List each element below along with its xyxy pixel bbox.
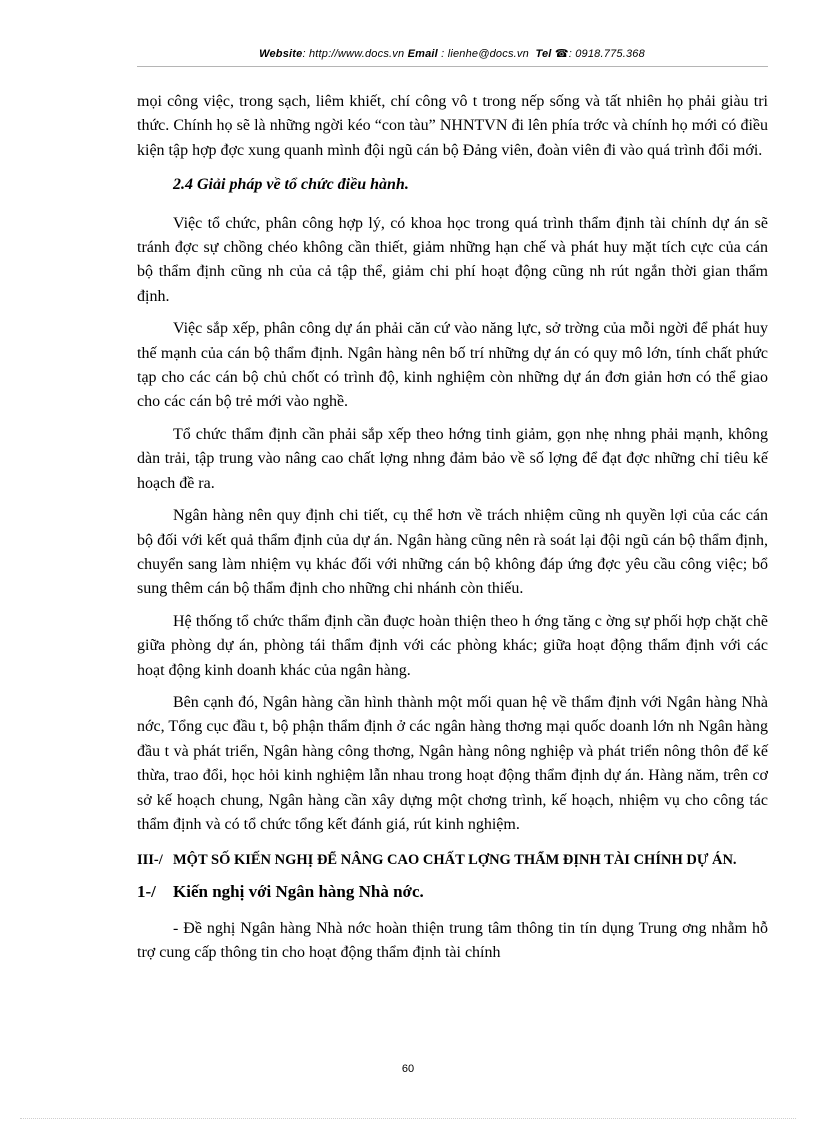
subsection-heading-1 <box>137 880 768 904</box>
website-url: : http://www.docs.vn <box>302 48 405 60</box>
tel-number: : 0918.775.368 <box>568 48 645 60</box>
paragraph: Việc sắp xếp, phân công dự án phải căn cứ vào năng lực, sở trờng của mỗi ngời để phát huy thế mạnh của cán bộ thẩm định. Ngân hàng nên bố trí những dự án có quy mô lớn, tính chất phức tạp cho các cán bộ chủ chốt có trình độ, kinh nghiệm còn những dự án đơn giản hơn có thể giao cho các cán bộ trẻ mới vào nghề. <box>137 320 768 411</box>
page-header <box>137 47 767 60</box>
section-heading-3 <box>137 851 768 870</box>
tel-label: Tel <box>535 48 552 60</box>
section-title: MỘT SỐ KIẾN NGHỊ ĐỂ NÂNG CAO CHẤT LỢNG THẨM ĐỊNH TÀI CHÍNH DỰ ÁN. <box>173 852 737 869</box>
footer-divider <box>20 1118 796 1119</box>
subsection-number: 1-/ <box>137 882 156 902</box>
paragraph: Việc tổ chức, phân công hợp lý, có khoa học trong quá trình thẩm định tài chính dự án sẽ tránh đợc sự chồng chéo không cần thiết, giảm những hạn chế và phát huy mặt tích cực của cán bộ thẩm định cũng nh của cả tập thể, giảm chi phí hoạt động cũng nh rút ngắn thời gian thẩm định. <box>137 214 768 305</box>
email-label: Email <box>407 48 438 60</box>
paragraph: Bên cạnh đó, Ngân hàng cần hình thành một mối quan hệ về thẩm định với Ngân hàng Nhà nớc, Tổng cục đầu t, bộ phận thẩm định ở các ngân hàng thơng mại quốc doanh lớn nh Ngân hàng đầu t và phát triển, Ngân hàng công thơng, Ngân hàng nông nghiệp và phát triển nông thôn để kế thừa, trao đổi, học hỏi kinh nghiệm lẫn nhau trong hoạt động thẩm định dự án. Hàng năm, trên cơ sở kế hoạch chung, Ngân hàng cần xây dựng một chơng trình, kế hoạch, nhiệm vụ cho công tác thẩm định và có tổ chức tổng kết đánh giá, rút kinh nghiệm. <box>137 693 768 833</box>
phone-icon: ☎ <box>554 48 569 60</box>
paragraph: Tổ chức thẩm định cần phải sắp xếp theo hớng tinh giảm, gọn nhẹ nhng phải mạnh, không dàn trải, tập trung vào nâng cao chất lợng nhng đảm bảo về số lợng để đạt đợc những chỉ tiêu kế hoạch đề ra. <box>137 425 768 492</box>
website-label: Website <box>259 48 303 60</box>
paragraph: Ngân hàng nên quy định chi tiết, cụ thể hơn về trách nhiệm cũng nh quyền lợi của các cán bộ đối với kết quả thẩm định của dự án. Ngân hàng cũng nên rà soát lại đội ngũ cán bộ thẩm định, chuyển sang làm nhiệm vụ khác đối với những cán bộ không đáp ứng đợc yêu cầu công việc; bổ sung thêm cán bộ thẩm định cho những chi nhánh còn thiếu. <box>137 507 768 598</box>
page-body <box>137 90 768 966</box>
header-divider <box>137 66 768 67</box>
section-number: III-/ <box>137 852 163 869</box>
page-number: 60 <box>401 1063 415 1075</box>
subsection-title: Kiến nghị với Ngân hàng Nhà nớc. <box>173 882 424 902</box>
paragraph: Hệ thống tổ chức thẩm định cần đuợc hoàn thiện theo h ớng tăng c ờng sự phối hợp chặt chẽ giữa phòng dự án, phòng tái thẩm định với các phòng khác; giữa hoạt động thẩm định với các hoạt động kinh doanh khác của ngân hàng. <box>137 612 768 679</box>
section-heading-2-4: 2.4 Giải pháp về tổ chức điều hành. <box>173 176 409 194</box>
paragraph: - Đề nghị Ngân hàng Nhà nớc hoàn thiện trung tâm thông tin tín dụng Trung ơng nhằm hỗ trợ cung cấp thông tin cho hoạt động thẩm định tài chính <box>137 919 768 962</box>
paragraph-continuation: mọi công việc, trong sạch, liêm khiết, chí công vô t trong nếp sống và tất nhiên họ phải giàu tri thức. Chính họ sẽ là những ngời kéo “con tàu” NHNTVN đi lên phía trớc và chính họ mới có điều kiện tập hợp đợc xung quanh mình đội ngũ cán bộ Đảng viên, đoàn viên đi vào quá trình đổi mới. <box>137 93 768 159</box>
email-address: : lienhe@docs.vn <box>437 48 529 60</box>
